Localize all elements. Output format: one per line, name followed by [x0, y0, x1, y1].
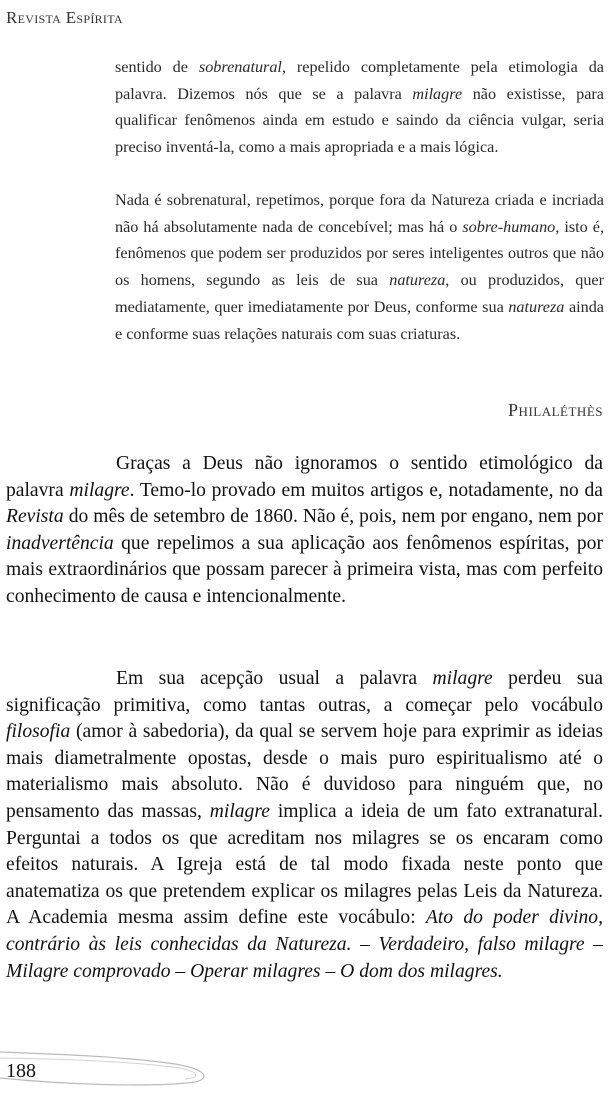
italic-term: sobrenatural [198, 58, 282, 76]
quote-signature: Philaléthès [508, 400, 603, 420]
running-header: Revista Espírita [6, 8, 123, 27]
italic-term: natureza [508, 297, 565, 316]
italic-term: milagre [432, 668, 493, 689]
italic-term: milagre [412, 84, 463, 103]
italic-term: milagre [69, 479, 130, 501]
italic-term: Revista [6, 506, 64, 528]
italic-term: Ato do poder divino, contrário às leis conhecidas da Natureza. – Verdadeiro, falso milagre – Milagre comprovado – Operar milagres – O dom dos milagres. [6, 907, 603, 982]
quoted-block-1 [115, 54, 604, 161]
page-number: 188 [6, 1060, 36, 1082]
body-block-1 [6, 451, 603, 611]
italic-term: milagre [209, 800, 270, 822]
quoted-block-2 [115, 187, 604, 347]
italic-term: sobre-humano [462, 217, 556, 236]
body-block-2 [6, 666, 603, 985]
body-paragraph-1: Graças a Deus não ignoramos o sentido etimológico da palavra milagre. Temo-lo provado em muitos artigos e, notadamente, no da Revista do mês de setembro de 1860. Não é, pois, nem por engano, nem por inadvertência que repelimos a sua aplicação aos fenômenos espíritas, por mais extraordinários que possam parecer à primeira vista, mas com perfeito conhecimento de causa e intencionalmente. [6, 453, 603, 607]
italic-term: inadvertência [6, 532, 114, 554]
body-paragraph-2: Em sua acepção usual a palavra milagre perdeu sua significação primitiva, como tantas outras, a começar pelo vocábulo filosofia (amor à sabedoria), da qual se servem hoje para exprimir as ideias mais diametralmente opostas, desde o mais puro espiritualismo até o materialismo mais absoluto. Não é duvidoso para ninguém que, no pensamento das massas, milagre implica a ideia de um fato extranatural. Perguntai a todos os que acreditam nos milagres se os encaram como efeitos naturais. A Igreja está de tal modo fixada neste ponto que anatematiza os que pretendem explicar os milagres pelas Leis da Natureza. A Academia mesma assim define este vocábulo: Ato do poder divino, contrário às leis conhecidas da Natureza. – Verdadeiro, falso milagre – Milagre comprovado – Operar milagres – O dom dos milagres. [6, 668, 603, 982]
quote-paragraph-2: Nada é sobrenatural, repetimos, porque fora da Natureza criada e incriada não há absolutamente nada de concebível; mas há o sobre-humano, isto é, fenômenos que podem ser produzidos por seres inteligentes outros que não os homens, segundo as leis de sua natureza, ou produzidos, quer mediatamente, quer imediatamente por Deus, conforme sua natureza ainda e conforme suas relações naturais com suas criaturas. [115, 191, 604, 343]
italic-term: natureza [389, 271, 446, 290]
quote-paragraph-1: sentido de sobrenatural, repelido completamente pela etimologia da palavra. Dizemos nós que se a palavra milagre não existisse, para qualificar fenômenos ainda em estudo e saindo da ciência vulgar, seria preciso inventá-la, como a mais apropriada e a mais lógica. [115, 58, 604, 157]
italic-term: filosofia [6, 721, 71, 743]
